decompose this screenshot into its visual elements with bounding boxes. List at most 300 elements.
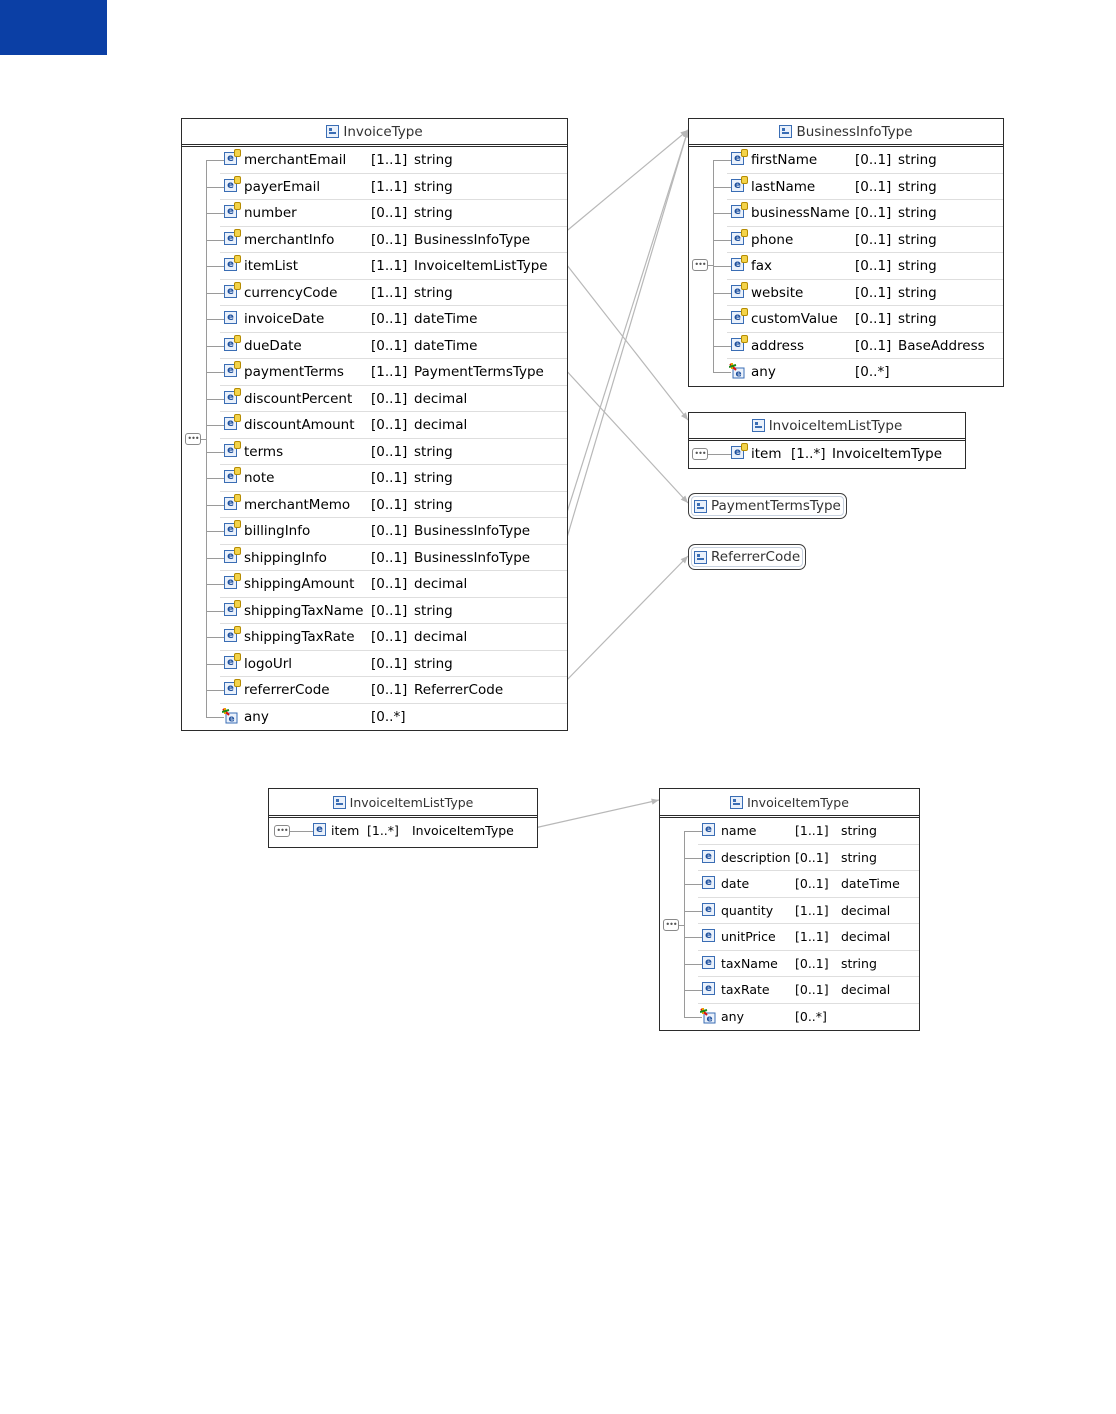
element-key-icon: e — [224, 417, 237, 430]
sequence-compositor-icon: ••• — [692, 448, 708, 460]
element-icon: e — [702, 956, 715, 969]
tree-branch — [206, 346, 224, 347]
element-name: name — [721, 823, 757, 838]
element-name: currencyCode — [244, 284, 338, 301]
element-name: billingInfo — [244, 523, 311, 539]
type-title: InvoiceItemListType — [768, 417, 903, 434]
element-multiplicity: [0..*] — [371, 708, 406, 725]
element-multiplicity: [0..1] — [855, 337, 892, 354]
element-multiplicity: [0..1] — [855, 311, 892, 327]
tree-trunk — [206, 160, 207, 717]
element-name: terms — [244, 443, 284, 460]
tree-branch — [206, 584, 224, 585]
element-row — [220, 359, 567, 386]
element-type: PaymentTermsType — [414, 364, 544, 380]
connector-arrowhead — [651, 799, 659, 805]
element-name: phone — [751, 231, 794, 248]
element-type: decimal — [414, 417, 468, 433]
key-badge-icon — [234, 679, 241, 687]
element-type: string — [898, 205, 937, 221]
tree-branch — [713, 319, 731, 320]
element-row — [727, 174, 1003, 201]
element-multiplicity: [1..1] — [371, 152, 408, 168]
element-key-icon: e — [224, 232, 237, 245]
element-type: string — [414, 205, 453, 221]
tree-branch — [206, 293, 224, 294]
element-multiplicity: [0..1] — [855, 205, 892, 221]
element-multiplicity: [1..*] — [791, 446, 826, 462]
element-key-icon: e — [224, 364, 237, 377]
element-type: InvoiceItemType — [832, 446, 943, 462]
element-type: string — [898, 231, 937, 248]
tree-branch — [206, 637, 224, 638]
tree-branch — [713, 293, 731, 294]
key-badge-icon — [234, 282, 241, 290]
tree-branch — [684, 884, 702, 885]
element-type: string — [898, 311, 937, 327]
type-title: InvoiceType — [343, 123, 423, 140]
element-multiplicity: [0..1] — [855, 178, 892, 195]
element-name: referrerCode — [244, 682, 330, 698]
element-multiplicity: [1..1] — [795, 929, 829, 944]
element-row — [220, 174, 567, 201]
element-key-icon: e — [224, 470, 237, 483]
element-name: note — [244, 470, 275, 486]
element-name: merchantEmail — [244, 152, 347, 168]
element-name: any — [721, 1008, 744, 1024]
key-badge-icon — [234, 388, 241, 396]
tree-branch — [713, 240, 731, 241]
element-name: paymentTerms — [244, 364, 344, 380]
key-badge-icon — [234, 149, 241, 157]
type-title: BusinessInfoType — [796, 123, 913, 140]
type-reference-connector — [563, 260, 688, 420]
element-type: BusinessInfoType — [414, 549, 531, 566]
element-multiplicity: [0..1] — [855, 152, 892, 168]
element-name: shippingInfo — [244, 549, 327, 566]
element-row — [220, 465, 567, 492]
element-name: item — [331, 823, 360, 838]
type-title: InvoiceItemType — [747, 794, 849, 810]
element-key-icon: e — [731, 232, 744, 245]
key-badge-icon — [234, 229, 241, 237]
element-row — [220, 253, 567, 280]
element-type: string — [414, 655, 453, 672]
key-badge-icon — [234, 361, 241, 369]
element-multiplicity: [0..1] — [795, 849, 829, 865]
element-name: customValue — [751, 311, 838, 327]
tree-branch — [201, 439, 206, 440]
element-type: dateTime — [414, 311, 478, 327]
tree-branch — [206, 505, 224, 506]
type-header — [269, 789, 537, 818]
svg-text:e: e — [735, 369, 742, 379]
tree-branch — [206, 319, 224, 320]
element-key-icon: e — [224, 152, 237, 165]
element-name: address — [751, 337, 805, 354]
complex-type-icon — [333, 796, 346, 809]
element-multiplicity: [0..1] — [371, 629, 408, 645]
element-type: InvoiceItemType — [412, 823, 514, 838]
element-type: decimal — [841, 902, 891, 918]
element-multiplicity: [0..1] — [371, 470, 408, 486]
element-key-icon: e — [731, 338, 744, 351]
element-multiplicity: [0..*] — [795, 1008, 827, 1024]
type-reference-connector — [563, 556, 688, 684]
invoice-item-type-box — [659, 788, 920, 1031]
invoice-item-list-type-box-lower — [268, 788, 538, 848]
element-type: ReferrerCode — [414, 682, 504, 698]
element-row — [220, 227, 567, 254]
element-type: dateTime — [414, 337, 478, 354]
element-name: dueDate — [244, 337, 302, 354]
element-type: string — [898, 152, 937, 168]
sequence-compositor-icon: ••• — [274, 825, 290, 837]
element-icon: e — [313, 823, 326, 836]
element-multiplicity: [1..1] — [371, 364, 408, 380]
element-name: any — [244, 708, 269, 725]
element-name: unitPrice — [721, 929, 776, 944]
element-row — [220, 677, 567, 704]
connector-arrowhead — [681, 556, 688, 563]
tree-branch — [206, 531, 224, 532]
element-multiplicity: [0..1] — [371, 655, 408, 672]
tree-branch — [206, 213, 224, 214]
element-row — [727, 200, 1003, 227]
element-row — [727, 147, 1003, 174]
invoice-type-box — [181, 118, 568, 731]
element-type: string — [414, 178, 453, 195]
element-row — [698, 845, 919, 872]
element-type: decimal — [414, 576, 468, 592]
element-name: description — [721, 849, 791, 865]
key-badge-icon — [234, 600, 241, 608]
element-name: firstName — [751, 152, 818, 168]
complex-type-icon — [752, 419, 765, 432]
element-row — [727, 333, 1003, 360]
tree-branch — [206, 372, 224, 373]
element-row — [220, 624, 567, 651]
type-reference-connector — [563, 130, 688, 525]
element-icon: e — [224, 311, 237, 324]
key-badge-icon — [234, 441, 241, 449]
key-badge-icon — [741, 255, 748, 263]
key-badge-icon — [741, 308, 748, 316]
element-row — [220, 200, 567, 227]
sequence-compositor-icon: ••• — [185, 433, 201, 445]
tree-branch — [290, 831, 293, 832]
element-key-icon: e — [224, 258, 237, 271]
element-type: string — [414, 470, 453, 486]
key-badge-icon — [234, 547, 241, 555]
svg-text:e: e — [706, 1014, 713, 1024]
any-element-icon — [729, 363, 745, 379]
key-badge-icon — [234, 653, 241, 661]
element-multiplicity: [0..1] — [855, 284, 892, 301]
element-key-icon: e — [731, 205, 744, 218]
element-row — [220, 306, 567, 333]
element-type: decimal — [841, 982, 891, 997]
tree-branch — [713, 454, 731, 455]
tree-branch — [708, 265, 713, 266]
element-row — [220, 598, 567, 625]
tree-branch — [684, 831, 702, 832]
element-name: website — [751, 284, 804, 301]
element-multiplicity: [0..1] — [371, 576, 408, 592]
element-key-icon: e — [224, 576, 237, 589]
element-icon: e — [702, 982, 715, 995]
element-type: string — [414, 284, 453, 301]
complex-type-icon — [730, 796, 743, 809]
key-badge-icon — [234, 414, 241, 422]
any-element-icon — [222, 708, 238, 724]
key-badge-icon — [234, 520, 241, 528]
element-key-icon: e — [224, 391, 237, 404]
element-key-icon: e — [224, 497, 237, 510]
element-row — [220, 280, 567, 307]
simple-type-icon — [694, 551, 707, 564]
element-name: shippingAmount — [244, 576, 355, 592]
tree-branch — [684, 911, 702, 912]
element-multiplicity: [1..1] — [795, 902, 829, 918]
element-type: string — [898, 178, 937, 195]
element-icon: e — [702, 876, 715, 889]
element-multiplicity: [1..1] — [371, 178, 408, 195]
tree-branch — [206, 452, 224, 453]
key-badge-icon — [741, 282, 748, 290]
element-multiplicity: [0..1] — [795, 876, 829, 891]
element-type: decimal — [414, 390, 468, 407]
tree-branch — [206, 478, 224, 479]
element-row — [220, 651, 567, 678]
type-reference-connector — [563, 367, 688, 503]
tree-branch — [684, 858, 702, 859]
element-name: businessName — [751, 205, 850, 221]
complex-type-icon — [779, 125, 792, 138]
element-row — [220, 545, 567, 572]
element-multiplicity: [0..1] — [371, 443, 408, 460]
element-row — [220, 704, 567, 731]
svg-text:e: e — [228, 714, 235, 724]
element-name: discountPercent — [244, 390, 353, 407]
element-multiplicity: [0..1] — [371, 602, 408, 619]
type-header — [660, 789, 919, 818]
tree-branch — [684, 964, 702, 965]
element-row — [220, 333, 567, 360]
element-type: dateTime — [841, 876, 900, 891]
type-reference-connector — [563, 130, 688, 234]
element-key-icon: e — [224, 629, 237, 642]
element-row — [727, 306, 1003, 333]
element-key-icon: e — [224, 550, 237, 563]
complex-type-icon — [326, 125, 339, 138]
payment-terms-type-node — [688, 493, 847, 519]
element-name: item — [751, 446, 782, 462]
element-key-icon: e — [224, 205, 237, 218]
element-row — [220, 439, 567, 466]
element-icon: e — [702, 850, 715, 863]
key-badge-icon — [234, 176, 241, 184]
tree-branch — [206, 425, 224, 426]
element-multiplicity: [0..1] — [855, 258, 892, 274]
tree-branch — [206, 690, 224, 691]
tree-branch — [206, 160, 224, 161]
key-badge-icon — [234, 467, 241, 475]
element-row — [698, 871, 919, 898]
corner-block — [0, 0, 107, 55]
tree-branch — [713, 160, 731, 161]
element-key-icon: e — [224, 338, 237, 351]
element-multiplicity: [1..1] — [371, 258, 408, 274]
element-type: string — [414, 496, 453, 513]
element-name: date — [721, 876, 750, 891]
type-header — [182, 119, 567, 147]
type-header — [689, 119, 1003, 147]
type-title: InvoiceItemListType — [349, 794, 474, 810]
element-key-icon: e — [731, 285, 744, 298]
element-name: merchantInfo — [244, 231, 335, 248]
element-key-icon: e — [224, 179, 237, 192]
element-type: decimal — [841, 929, 891, 944]
element-key-icon: e — [731, 258, 744, 271]
tree-branch — [206, 399, 224, 400]
element-name: shippingTaxName — [244, 602, 364, 619]
element-row — [698, 951, 919, 978]
element-key-icon: e — [731, 311, 744, 324]
element-multiplicity: [0..1] — [371, 205, 408, 221]
element-type: string — [898, 284, 937, 301]
tree-branch — [684, 990, 702, 991]
type-reference-connector — [530, 800, 659, 829]
tree-branch — [293, 831, 313, 832]
key-badge-icon — [234, 202, 241, 210]
business-info-type-box — [688, 118, 1004, 387]
element-multiplicity: [0..1] — [371, 311, 408, 327]
key-badge-icon — [234, 626, 241, 634]
element-name: any — [751, 364, 776, 380]
element-row — [220, 147, 567, 174]
element-row — [698, 818, 919, 845]
element-row — [220, 571, 567, 598]
tree-branch — [206, 240, 224, 241]
referrer-code-node — [688, 544, 806, 570]
element-type: string — [841, 955, 877, 971]
tree-branch — [206, 611, 224, 612]
element-name: quantity — [721, 902, 774, 918]
invoice-item-list-type-box — [688, 412, 966, 469]
element-row — [727, 359, 1003, 386]
tree-branch — [684, 1017, 702, 1018]
element-key-icon: e — [224, 444, 237, 457]
key-badge-icon — [741, 229, 748, 237]
tree-branch — [684, 937, 702, 938]
tree-branch — [713, 213, 731, 214]
element-name: fax — [751, 258, 773, 274]
element-multiplicity: [0..1] — [371, 496, 408, 513]
key-badge-icon — [234, 573, 241, 581]
element-multiplicity: [0..1] — [371, 682, 408, 698]
key-badge-icon — [741, 335, 748, 343]
element-key-icon: e — [224, 656, 237, 669]
element-row — [698, 924, 919, 951]
element-row — [727, 280, 1003, 307]
element-row — [220, 412, 567, 439]
element-key-icon: e — [731, 152, 744, 165]
element-name: itemList — [244, 258, 299, 274]
element-type: string — [841, 849, 877, 865]
element-key-icon: e — [224, 523, 237, 536]
element-type: InvoiceItemListType — [414, 258, 548, 274]
element-type: BusinessInfoType — [414, 231, 531, 248]
sequence-compositor-icon: ••• — [663, 919, 679, 931]
element-row — [220, 492, 567, 519]
element-name: taxName — [721, 955, 778, 971]
element-multiplicity: [0..1] — [795, 982, 829, 997]
tree-branch — [206, 664, 224, 665]
any-element-icon — [700, 1008, 716, 1024]
element-type: string — [414, 152, 453, 168]
element-row — [220, 386, 567, 413]
element-icon: e — [702, 929, 715, 942]
element-name: shippingTaxRate — [244, 629, 355, 645]
element-key-icon: e — [731, 446, 744, 459]
key-badge-icon — [741, 443, 748, 451]
tree-branch — [206, 266, 224, 267]
element-name: lastName — [751, 178, 816, 195]
tree-branch — [206, 717, 224, 718]
element-row — [698, 977, 919, 1004]
simple-type-icon — [694, 500, 707, 513]
tree-branch — [713, 346, 731, 347]
element-multiplicity: [0..1] — [855, 231, 892, 248]
element-type: string — [898, 258, 937, 274]
tree-trunk — [713, 160, 714, 372]
element-multiplicity: [1..1] — [371, 284, 408, 301]
tree-branch — [713, 266, 731, 267]
element-name: logoUrl — [244, 655, 293, 672]
type-header — [689, 413, 965, 441]
element-multiplicity: [0..1] — [795, 955, 829, 971]
connector-arrowhead — [680, 130, 688, 137]
element-row — [727, 227, 1003, 254]
element-multiplicity: [0..1] — [371, 337, 408, 354]
element-type: string — [414, 602, 453, 619]
type-reference-connector — [563, 130, 688, 551]
element-name: number — [244, 205, 297, 221]
element-multiplicity: [0..1] — [371, 417, 408, 433]
element-type: BusinessInfoType — [414, 523, 531, 539]
element-multiplicity: [0..1] — [371, 390, 408, 407]
element-name: discountAmount — [244, 417, 355, 433]
tree-branch — [679, 925, 684, 926]
element-type: BaseAddress — [898, 337, 985, 354]
key-badge-icon — [741, 176, 748, 184]
key-badge-icon — [234, 255, 241, 263]
element-multiplicity: [0..1] — [371, 523, 408, 539]
element-icon: e — [702, 903, 715, 916]
element-icon: e — [702, 823, 715, 836]
element-key-icon: e — [224, 603, 237, 616]
element-row — [220, 518, 567, 545]
connector-arrowhead — [681, 412, 688, 420]
element-row — [698, 898, 919, 925]
element-name: taxRate — [721, 982, 770, 997]
element-name: invoiceDate — [244, 311, 325, 327]
sequence-compositor-icon: ••• — [692, 259, 708, 271]
connector-arrowhead — [681, 495, 688, 503]
element-type: string — [414, 443, 453, 460]
tree-branch — [713, 187, 731, 188]
